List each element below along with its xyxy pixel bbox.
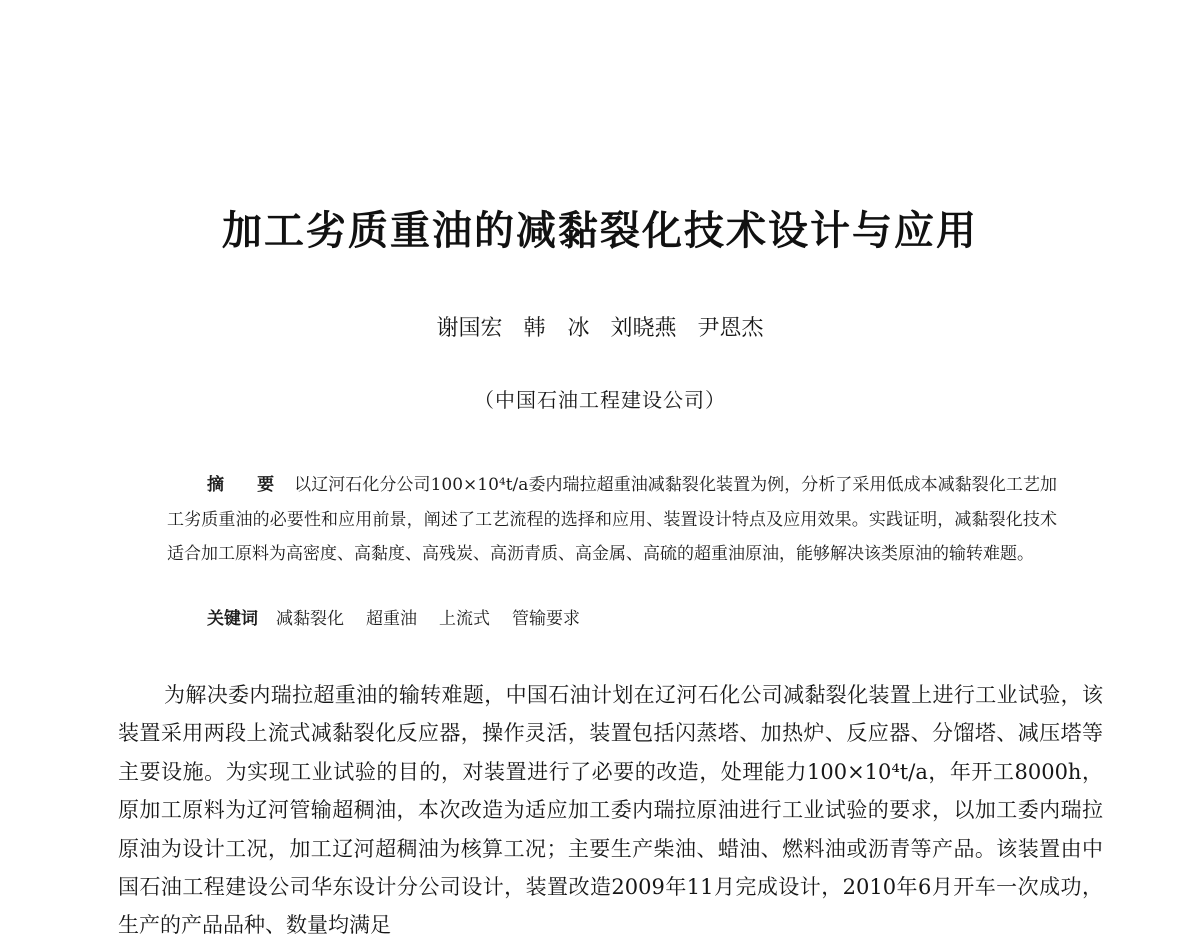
author-name: 尹恩杰 — [697, 316, 764, 341]
affiliation: （中国石油工程建设公司） — [474, 388, 726, 412]
keyword: 上流式 — [439, 609, 490, 629]
keyword: 减黏裂化 — [276, 609, 344, 629]
paper-title: 加工劣质重油的减黏裂化技术设计与应用 — [222, 208, 978, 254]
abstract — [167, 468, 1057, 572]
abstract-label: 摘 要 — [207, 475, 283, 495]
keyword: 超重油 — [366, 609, 417, 629]
author-name: 韩 冰 — [523, 316, 590, 341]
abstract-text: 以辽河石化分公司100×10⁴t/a委内瑞拉超重油减黏裂化装置为例，分析了采用低成本减黏裂化工艺加工劣质重油的必要性和应用前景，阐述了工艺流程的选择和应用、装置设计特点及应用效果。实践证明，减黏裂化技术适合加工原料为高密度、高黏度、高残炭、高沥青质、高金属、高硫的超重油原油，能够解决该类原油的输转难题。 — [167, 475, 1057, 564]
keyword: 管输要求 — [512, 609, 580, 629]
author-name: 刘晓燕 — [610, 316, 677, 341]
body-paragraph: 为解决委内瑞拉超重油的输转难题，中国石油计划在辽河石化公司减黏裂化装置上进行工业试验，该装置采用两段上流式减黏裂化反应器，操作灵活，装置包括闪蒸塔、加热炉、反应器、分馏塔、减压塔等主要设施。为实现工业试验的目的，对装置进行了必要的改造，处理能力100×10⁴t/a，年开工8000h，原加工原料为辽河管输超稠油，本次改造为适应加工委内瑞拉原油进行工业试验的要求，以加工委内瑞拉原油为设计工况，加工辽河超稠油为核算工况；主要生产柴油、蜡油、燃料油或沥青等产品。该装置由中国石油工程建设公司华东设计分公司设计，装置改造2009年11月完成设计，2010年6月开车一次成功，生产的产品品种、数量均满足 — [118, 683, 1103, 938]
keywords-label: 关键词 — [207, 609, 258, 629]
keywords — [207, 604, 602, 634]
author-list — [0, 314, 1200, 344]
author-name: 谢国宏 — [436, 316, 503, 341]
